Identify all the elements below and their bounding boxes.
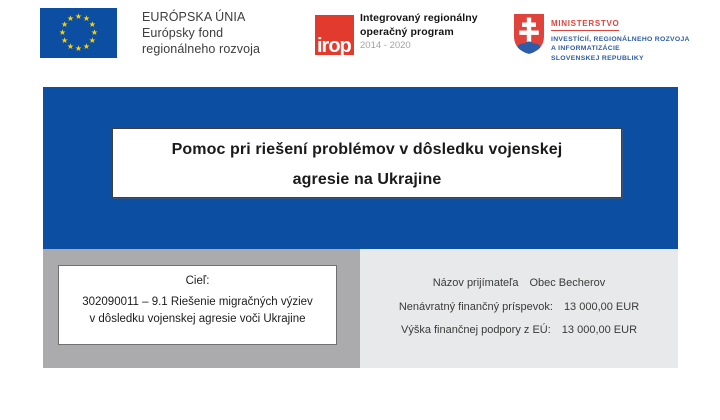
- eu-flag-icon: [40, 8, 117, 58]
- goal-panel: [43, 249, 360, 368]
- eu-logo-line3: regionálneho rozvoja: [142, 42, 261, 56]
- ministry-line2: INVESTÍCIÍ, REGIONÁLNEHO ROZVOJA: [551, 36, 690, 43]
- irop-line2: operačný program: [360, 25, 454, 38]
- recipient-row: [360, 275, 678, 299]
- goal-label: Cieľ:: [185, 275, 210, 287]
- ministry-line3: A INFORMATIZÁCIE: [551, 45, 620, 53]
- contribution-value: 13 000,00 EUR: [563, 300, 640, 313]
- project-title-line1: Pomoc pri riešení problémov v dôsledku vojenskej: [171, 141, 563, 158]
- irop-icon: [315, 15, 354, 55]
- goal-line1: 302090011 – 9.1 Riešenie migračných výziev: [82, 296, 313, 308]
- star-icon: ★: [74, 44, 83, 53]
- goal-line2: v dôsledku vojenskej agresie voči Ukrajine: [89, 312, 306, 325]
- goal-box: [58, 265, 337, 345]
- eu-support-label: Výška finančnej podpory z EÚ:: [400, 324, 551, 336]
- irop-acronym: irop: [317, 35, 351, 55]
- irop-logo-text: [360, 12, 478, 52]
- project-title-line2: agresie na Ukrajine: [292, 171, 442, 188]
- star-icon: ★: [82, 14, 91, 24]
- eu-logo-line1: EURÓPSKA ÚNIA: [142, 10, 246, 24]
- ministry-name: MINISTERSTVO: [551, 19, 619, 31]
- star-icon: ★: [90, 28, 99, 37]
- star-icon: ★: [58, 28, 67, 37]
- star-icon: ★: [82, 41, 91, 51]
- eu-support-row: [360, 322, 678, 346]
- star-icon: ★: [88, 20, 96, 29]
- irop-line1: Integrovaný regionálny: [360, 12, 478, 24]
- recipient-value: Obec Becherov: [529, 277, 606, 289]
- star-icon: ★: [88, 36, 96, 45]
- star-icon: ★: [61, 20, 69, 29]
- slovak-coat-of-arms-icon: [513, 13, 545, 55]
- recipient-label: Názov prijímateľa: [432, 277, 519, 289]
- title-box: [112, 128, 622, 198]
- star-icon: ★: [66, 41, 75, 51]
- eu-logo-text: [142, 9, 260, 57]
- ministry-logo-text: [551, 13, 690, 63]
- title-banner: [43, 87, 678, 249]
- star-icon: ★: [74, 12, 83, 21]
- eu-logo-line2: Európsky fond: [142, 26, 224, 40]
- star-icon: ★: [66, 14, 75, 24]
- ministry-line4: SLOVENSKEJ REPUBLIKY: [551, 54, 644, 62]
- contribution-label: Nenávratný finančný príspevok:: [398, 300, 553, 313]
- star-icon: ★: [61, 36, 69, 45]
- irop-period: 2014 - 2020: [360, 40, 411, 51]
- funding-panel: [360, 249, 678, 368]
- eu-support-value: 13 000,00 EUR: [561, 324, 638, 336]
- contribution-row: [360, 299, 678, 323]
